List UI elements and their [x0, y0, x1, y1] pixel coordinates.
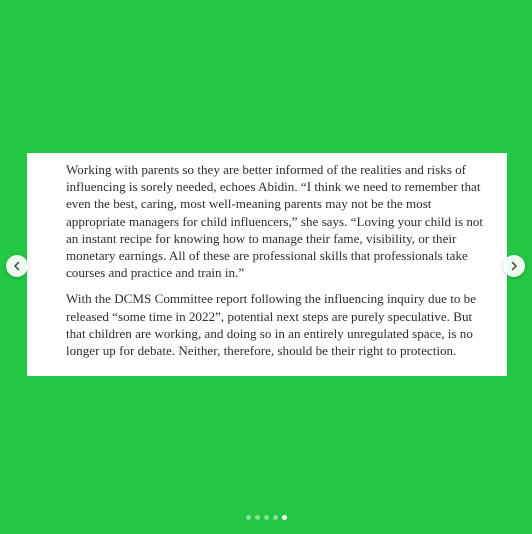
pagination-dot[interactable]: [273, 515, 278, 520]
next-slide-button[interactable]: [503, 255, 525, 277]
pagination-dot[interactable]: [282, 515, 287, 520]
pagination-dot[interactable]: [246, 515, 251, 520]
article-paragraph-2: With the DCMS Committee report following the influencing inquiry due to be released “some time in 2022”, potential next steps are purely speculative. But that children are working, and doing so in an entirely unregulated space, is no longer up for debate. Neither, therefore, should be their right to protection.: [66, 291, 477, 359]
pagination-dot[interactable]: [264, 515, 269, 520]
carousel-pagination-dots: [0, 515, 532, 520]
article-paragraph-1: Working with parents so they are better informed of the realities and risks of influencing is sorely needed, echoes Abidin. “I think we need to remember that even the best, caring, most well-meaning parents may not be the most appropriate managers for child influencers,” she says. “Loving your child is not an instant recipe for knowing how to manage their fame, visibility, or their monetary earnings. All of these are professional skills that professionals take courses and practice and train in.”: [66, 162, 484, 281]
pagination-dot[interactable]: [255, 515, 260, 520]
chevron-left-icon: [12, 261, 22, 271]
chevron-right-icon: [509, 261, 519, 271]
previous-slide-button[interactable]: [6, 255, 28, 277]
article-excerpt-card: [27, 153, 507, 376]
